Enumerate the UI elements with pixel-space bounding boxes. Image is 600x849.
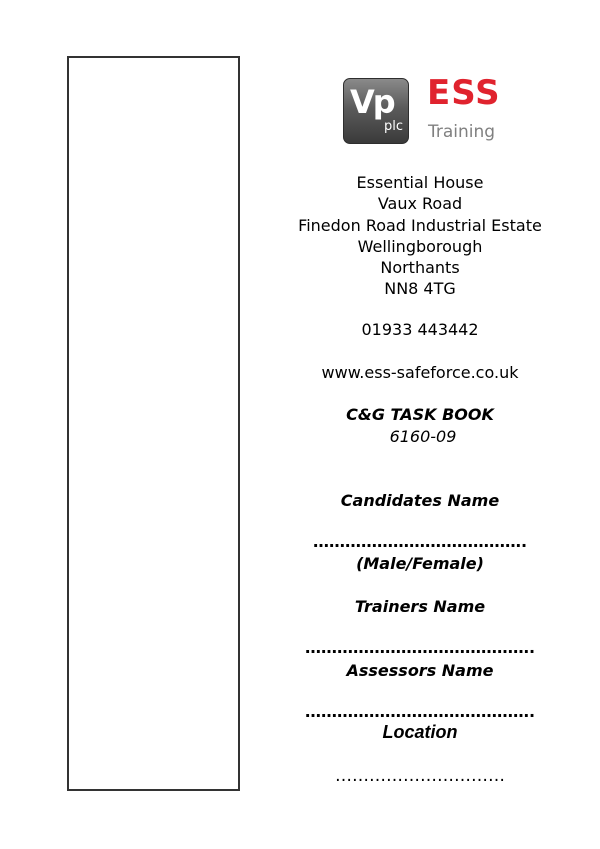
address-line: Wellingborough bbox=[357, 236, 483, 256]
address-line: Northants bbox=[380, 258, 460, 278]
address-line: Essential House bbox=[356, 173, 484, 192]
candidates-name-field[interactable]: …………………………………. bbox=[312, 532, 528, 551]
location-label: Location bbox=[382, 722, 458, 742]
trainers-name-label: Trainers Name bbox=[354, 597, 486, 616]
book-title: C&G TASK BOOK bbox=[346, 405, 494, 424]
location-field[interactable]: ………………………… bbox=[335, 766, 505, 786]
address-line: NN8 4TG bbox=[384, 279, 456, 299]
gender-label: (Male/Female) bbox=[356, 554, 484, 573]
logo-mark: Vp bbox=[350, 83, 394, 121]
logo-brand-sub: Training bbox=[428, 122, 496, 142]
logo-brand: ESS bbox=[427, 73, 501, 113]
vp-ess-training-logo bbox=[343, 73, 513, 148]
address-block bbox=[280, 172, 560, 300]
assessors-name-field[interactable]: ……………………………………. bbox=[304, 702, 536, 721]
side-panel-frame bbox=[67, 56, 240, 791]
assessors-name-label: Assessors Name bbox=[346, 661, 494, 680]
phone-number: 01933 443442 bbox=[361, 320, 479, 339]
address-line: Vaux Road bbox=[377, 194, 463, 214]
vp-logo-tile bbox=[343, 78, 409, 144]
logo-mark-suffix: plc bbox=[384, 119, 404, 134]
address-line: Finedon Road Industrial Estate bbox=[298, 215, 542, 235]
candidates-name-label: Candidates Name bbox=[340, 491, 500, 510]
trainers-name-field[interactable]: ……………………………………. bbox=[304, 638, 536, 657]
website-link[interactable]: www.ess-safeforce.co.uk bbox=[321, 363, 519, 382]
book-code: 6160-09 bbox=[389, 427, 457, 446]
